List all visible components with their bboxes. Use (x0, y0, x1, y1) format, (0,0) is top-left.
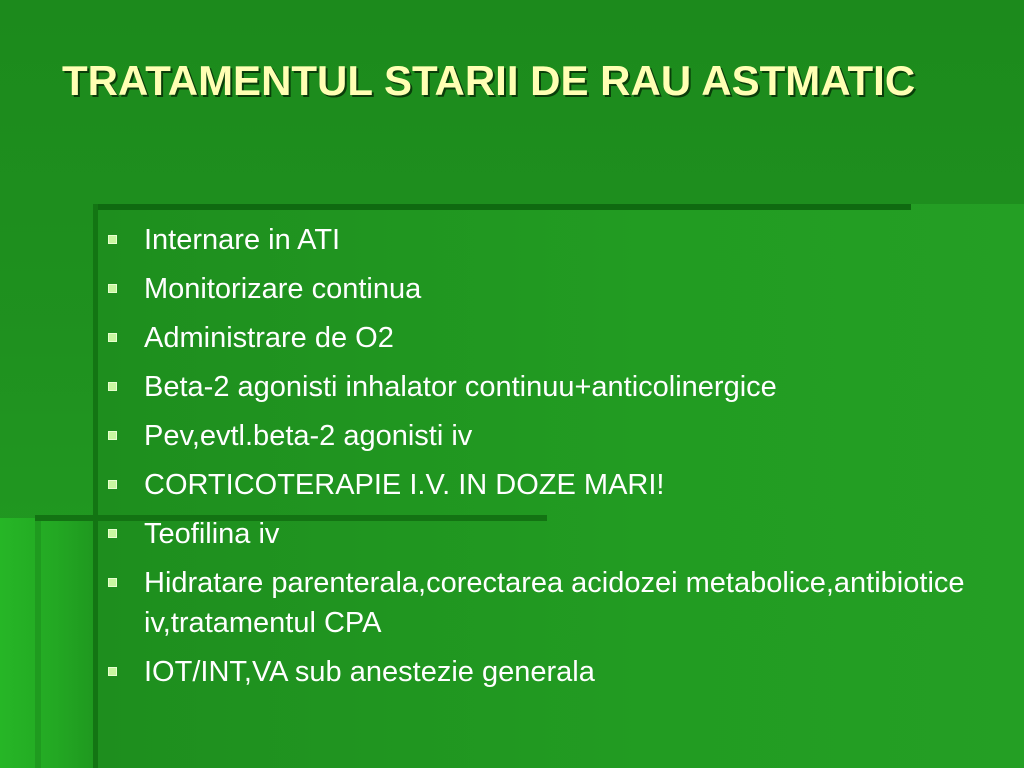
decorative-bar (93, 204, 98, 768)
square-bullet-icon (108, 333, 117, 342)
bullet-item (100, 465, 980, 505)
bullet-text: IOT/INT,VA sub anestezie generala (144, 656, 595, 688)
bullet-text: Pev,evtl.beta-2 agonisti iv (144, 420, 473, 452)
square-bullet-icon (108, 667, 117, 676)
decorative-bar (35, 518, 41, 768)
bullet-text: Administrare de O2 (144, 322, 394, 354)
decorative-panel (0, 518, 93, 768)
bullet-item (100, 318, 980, 358)
square-bullet-icon (108, 382, 117, 391)
square-bullet-icon (108, 529, 117, 538)
bullet-item (100, 652, 980, 692)
bullet-item (100, 367, 980, 407)
square-bullet-icon (108, 480, 117, 489)
slide-title: TRATAMENTUL STARII DE RAU ASTMATIC (62, 57, 916, 104)
bullet-text: Monitorizare continua (144, 273, 422, 305)
bullet-item (100, 563, 980, 643)
bullet-text: Internare in ATI (144, 224, 341, 256)
square-bullet-icon (108, 431, 117, 440)
bullet-text: Beta-2 agonisti inhalator continuu+anticolinergice (144, 371, 777, 403)
square-bullet-icon (108, 284, 117, 293)
square-bullet-icon (108, 578, 117, 587)
bullet-item (100, 220, 980, 260)
bullet-item (100, 269, 980, 309)
bullet-text: Hidratare parenterala,corectarea acidozei metabolice,antibiotice iv,tratamentul CPA (144, 567, 965, 639)
decorative-bar (93, 204, 911, 210)
bullet-item (100, 416, 980, 456)
bullet-text: CORTICOTERAPIE I.V. IN DOZE MARI! (144, 469, 665, 501)
square-bullet-icon (108, 235, 117, 244)
bullet-text: Teofilina iv (144, 518, 280, 550)
bullet-item (100, 514, 980, 554)
bullet-list (100, 220, 980, 701)
